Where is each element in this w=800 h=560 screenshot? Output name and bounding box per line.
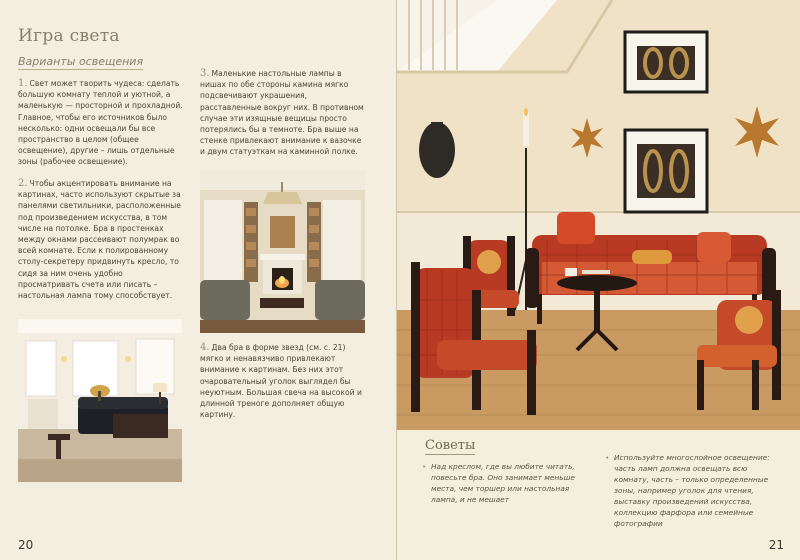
page-number-left: 20 [18,538,34,552]
paragraph-2-text: Чтобы акцентировать внимание на картинах, часто используют скрытые за панелями светильники, расположенные под произведением искусства, в том числе на потолке. Бра в простенках между окнами рассеивают полумрак во всей комнате. Если к полированному столу-секретеру придвинуть кресло, то сидя за ним очень удобно просматривать счета или писать – настольная лампа тому способствует. [18,179,181,301]
living-room-photo [18,319,182,482]
tip-1: • Над креслом, где вы любите читать, повесьте бра. Оно занимает меньше места, чем торшер или настольная лампа, и не мешает [431,461,596,505]
paragraph-4-text: Два бра в форме звезд (см. с. 21) мягко и ненавязчиво привлекают внимание к картинам. Без них этот очаровательный уголок выглядел бы неуютным. Большая свеча на высокой и длинной треноге дополняет общую картину. [200,343,362,420]
right-page [397,0,800,560]
paragraph-1-text: Свет может творить чудеса: сделать большую комнату теплой и уютной, а маленькую — просторной и прохладной. Главное, чтобы его источников было несколько: одни освещали бы все пространство в целом (общее освещение), другие – лишь отдельные зоны (рабочее освещение). [18,79,183,167]
fireplace-photo [200,170,365,333]
page-title: Игра света [18,26,120,46]
section-subtitle: Варианты освещения [18,55,144,68]
tips-box [397,430,800,560]
paragraph-4-number: 4. [200,342,210,353]
paragraph-1 [18,78,184,168]
paragraph-2 [18,178,184,301]
tip-2: • Используйте многослойное освещение: часть ламп должна освещать всю комнату, часть – только определенные зоны, например уголок для чтения, выставку произведений искусства, коллекцию фарфора или семейные фотографии [614,452,780,529]
page-number-right: 21 [768,538,784,552]
paragraph-3-text: Маленькие настольные лампы в нишах по обе стороны камина мягко подсвечивают украшения, расставленные вокруг них. В противном случае эти изящные вещицы просто потерялись бы в темноте. Бра выше на стенке привлекают внимание к вазочке и двум статуэткам на каминной полке. [200,69,364,157]
paragraph-3-number: 3. [200,68,210,79]
interior-photo [397,0,800,430]
paragraph-2-number: 2. [18,178,28,189]
left-page [0,0,397,560]
tips-title: Советы [425,438,476,453]
paragraph-3 [200,68,368,158]
paragraph-4 [200,342,368,420]
paragraph-1-number: 1. [18,78,28,89]
